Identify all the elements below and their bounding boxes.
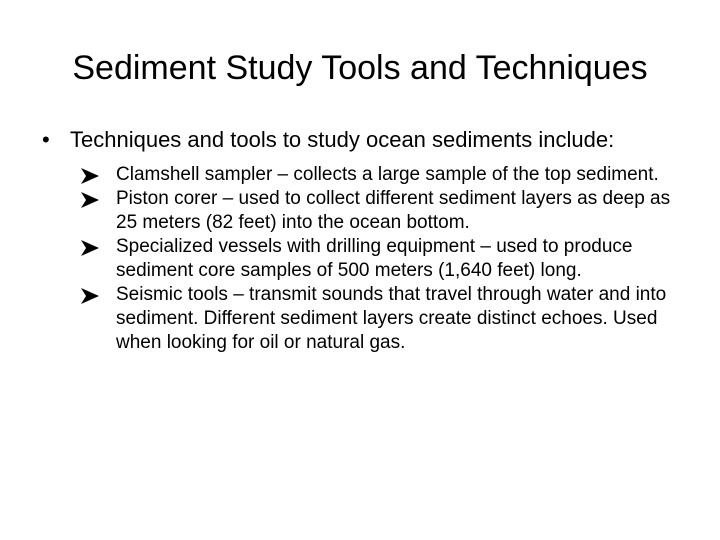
list-item-text: Seismic tools – transmit sounds that travel through water and into sediment. Different sediment layers create distinct echoes. Used when looking for oil or natural gas. <box>116 284 667 353</box>
tool-list <box>36 163 686 355</box>
list-item-text: Specialized vessels with drilling equipment – used to produce sediment core samples of 500 meters (1,640 feet) long. <box>116 236 633 281</box>
arrow-bullet-icon <box>80 191 100 209</box>
arrow-bullet-icon <box>80 239 100 257</box>
list-item-text: Piston corer – used to collect different sediment layers as deep as 25 meters (82 feet) into the ocean bottom. <box>116 188 671 233</box>
list-item <box>36 163 686 187</box>
slide-title: Sediment Study Tools and Techniques <box>72 49 648 87</box>
intro-text: Techniques and tools to study ocean sediments include: <box>70 127 615 152</box>
arrow-bullet-icon <box>80 167 100 185</box>
bullet-dot-icon: • <box>42 127 50 152</box>
list-item <box>36 283 686 355</box>
intro-bullet <box>36 126 686 154</box>
list-item <box>36 235 686 283</box>
list-item-text: Clamshell sampler – collects a large sample of the top sediment. <box>116 164 659 185</box>
arrow-bullet-icon <box>80 287 100 305</box>
list-item <box>36 187 686 235</box>
slide-content <box>36 126 686 355</box>
